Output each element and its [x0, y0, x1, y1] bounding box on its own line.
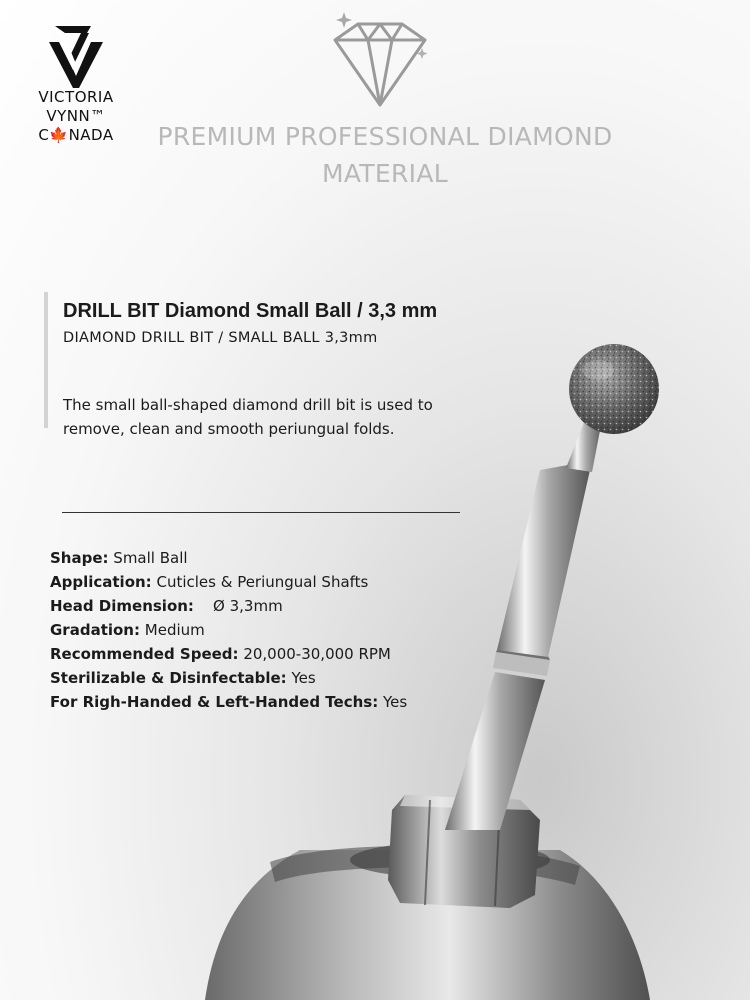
brand-line-1: VICTORIA	[38, 88, 114, 106]
spec-sterilizable	[50, 666, 407, 690]
spec-value: Medium	[144, 621, 205, 639]
product-title: DRILL BIT Diamond Small Ball / 3,3 mm	[63, 300, 438, 322]
spec-label: Sterilizable & Disinfectable:	[50, 669, 287, 687]
brand-line-3	[30, 126, 122, 145]
spec-gradation	[50, 618, 407, 642]
product-subtitle: DIAMOND DRILL BIT / SMALL BALL 3,3mm	[63, 330, 378, 346]
vv-monogram-icon	[47, 22, 105, 88]
spec-value: Cuticles & Periungual Shafts	[156, 573, 369, 591]
brand-line-3-suffix: NADA	[68, 126, 114, 144]
spec-label: For Righ-Handed & Left-Handed Techs:	[50, 693, 379, 711]
spec-label: Shape:	[50, 549, 109, 567]
spec-value: Yes	[291, 669, 316, 687]
maple-leaf-icon: 🍁	[49, 126, 69, 144]
spec-value: Yes	[383, 693, 408, 711]
spec-label: Gradation:	[50, 621, 140, 639]
brand-line-2: VYNN™	[46, 107, 106, 125]
diamond-icon	[320, 10, 440, 115]
spec-label: Recommended Speed:	[50, 645, 239, 663]
divider	[62, 512, 460, 513]
spec-application	[50, 570, 407, 594]
spec-head-dimension	[50, 594, 407, 618]
spec-label: Head Dimension:	[50, 597, 194, 615]
spec-shape	[50, 546, 407, 570]
spec-label: Application:	[50, 573, 152, 591]
brand-logo	[30, 22, 122, 145]
headline: PREMIUM PROFESSIONAL DIAMOND MATERIAL	[157, 122, 613, 188]
spec-recommended-speed	[50, 642, 407, 666]
spec-value: Ø 3,3mm	[198, 597, 283, 615]
accent-bar	[44, 292, 48, 428]
spec-value: 20,000-30,000 RPM	[243, 645, 391, 663]
brand-line-3-prefix: C	[38, 126, 50, 144]
product-description: The small ball-shaped diamond drill bit is used to remove, clean and smooth periungual folds.	[63, 396, 433, 438]
spec-handedness	[50, 690, 407, 714]
spec-value: Small Ball	[113, 549, 188, 567]
spec-list	[50, 546, 407, 714]
